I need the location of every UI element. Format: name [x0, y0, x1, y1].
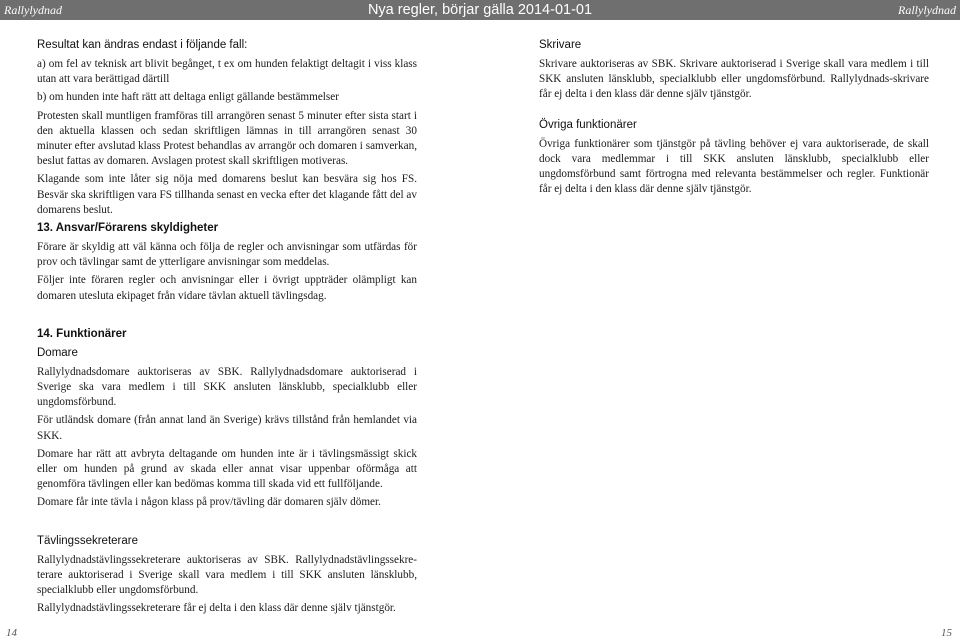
header-left-label: Rallylydnad — [4, 3, 62, 17]
domare-paragraph-1: Rallylydnadsdomare auktoriseras av SBK. Rallylydnadsdomare auktoriserad i Sverige ska vara medlem i till SKK ansluten länsklubb, specialklubb eller ungdomsförbund. — [37, 365, 417, 409]
resultat-item-a: a) om fel av teknisk art blivit begånget, t ex om hunden felaktigt deltagit i viss klass utan att vara berättigad därtill — [37, 58, 417, 86]
sekreterare-heading: Tävlingssekreterare — [37, 534, 138, 547]
domare-paragraph-2: För utländsk domare (från annat land än Sverige) krävs tillstånd från hemlandet via SKK. — [37, 414, 417, 442]
section-13-paragraph-2: Följer inte föraren regler och anvisningar eller i övrigt uppträder olämpligt kan domaren utesluta ekipaget från vidare tävlan aktuell tävlingsdag. — [37, 274, 417, 302]
skrivare-heading: Skrivare — [539, 39, 582, 51]
left-column — [37, 38, 417, 221]
domare-heading: Domare — [37, 346, 78, 359]
section-14-heading: 14. Funktionärer — [37, 327, 127, 340]
right-column — [539, 38, 929, 200]
sekreterare-paragraph-1: Rallylydnadstävlingssekreterare auktoriseras av SBK. Rallylydnadstävlingssekre-terare auktoriserad i Sverige skall vara medlem i till SKK ansluten länsklubb, specialklubb eller ungdomsförbund. — [37, 553, 417, 597]
section-13-heading: 13. Ansvar/Förarens skyldigheter — [37, 222, 219, 234]
main-column — [37, 221, 417, 619]
skrivare-paragraph: Skrivare auktoriseras av SBK. Skrivare auktoriserad i Sverige skall vara medlem i till SKK ansluten länsklubb, specialklubb eller ungdomsförbund. Rallylydnads-skrivare får ej delta i den klass där denne själv tjänstgör. — [539, 58, 929, 101]
sekreterare-paragraph-2: Rallylydnadstävlingssekreterare får ej delta i den klass där denne själv tjänstgör. — [37, 602, 396, 615]
protest-paragraph: Protesten skall muntligen framföras till arrangören senast 5 minuter efter sista start i den aktuella klassen och sedan skriftligen lämnas in till arrangören senast 30 minuter efter avslutad klass Protest behandlas av arrangör och domaren i samverkan, beslut fattas av domaren. Avslagen protest skall skriftligen motiveras. — [37, 109, 417, 168]
ovriga-paragraph: Övriga funktionärer som tjänstgör på tävling behöver ej vara auktoriserade, de skall dock vara medlemmar i till SKK ansluten länsklubb, specialklubb eller ungdomsförbund samt förtrogna med relevanta bestämmelser och regler. Funktionär får ej delta i den klass där denne själv tjänstgör. — [539, 137, 929, 196]
ovriga-heading: Övriga funktionärer — [539, 118, 637, 131]
domare-paragraph-4: Domare får inte tävla i någon klass på prov/tävling där domaren själv dömer. — [37, 496, 381, 509]
page-header — [0, 0, 960, 20]
resultat-heading: Resultat kan ändras endast i följande fall: — [37, 39, 248, 51]
resultat-item-b: b) om hunden inte haft rätt att deltaga enligt gällande bestämmelser — [37, 91, 339, 104]
header-right-label: Rallylydnad — [898, 3, 956, 17]
domare-paragraph-3: Domare har rätt att avbryta deltagande om hunden inte är i tävlingsmässigt skick eller om hunden på grund av skada eller annat visar uppenbar oförmåga att genomföra tävlingen eller kan bedömas komma till skada vid ett fullföljande. — [37, 447, 417, 491]
section-13-paragraph-1: Förare är skyldig att väl känna och följa de regler och anvisningar som utfärdas för prov och tävlingar samt de ytterligare anvisningar som meddelas. — [37, 241, 417, 269]
page-number-left: 14 — [6, 627, 17, 639]
header-title: Nya regler, börjar gälla 2014-01-01 — [367, 2, 593, 18]
page-number-right: 15 — [941, 627, 952, 639]
klagande-paragraph: Klagande som inte låter sig nöja med domarens beslut kan besvära sig hos FS. Besvär ska skriftligen vara FS tillhanda senast en vecka efter det klagande fått del av domarens beslut. — [37, 173, 417, 216]
